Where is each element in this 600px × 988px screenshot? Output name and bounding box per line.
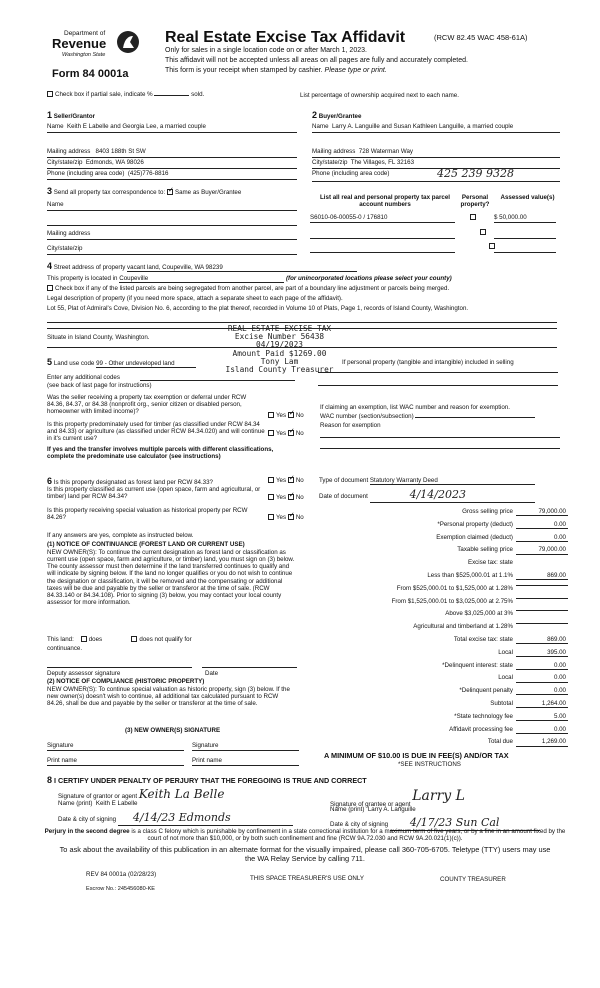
legal-description[interactable]: Lot 55, Plat of Admiral's Cove, Division No. 6, according to the plat thereof, recorded in Volume 10 of Plats, Page 1, records of Island County, Washington. [47, 305, 557, 323]
street-address-field[interactable]: vacant land, Coupeville, WA 98239 [127, 264, 357, 272]
header-line-3: This form is your receipt when stamped by cashier. Please type or print. [165, 67, 387, 74]
calc-value[interactable]: 1,269.00 [516, 738, 568, 746]
calc-row [318, 572, 568, 582]
calc-row [318, 559, 568, 569]
personal-included-line-2[interactable] [318, 381, 558, 386]
this-land-row: This land: does does not qualify for [47, 636, 192, 643]
s3-city-field[interactable]: City/state/zip [47, 245, 297, 255]
treasurer-stamp [212, 325, 347, 374]
deputy-signature-line[interactable] [47, 661, 192, 668]
calc-value[interactable] [516, 623, 568, 624]
owner-sig-1[interactable]: Signature [47, 742, 184, 751]
calc-row [318, 534, 568, 544]
calc-value[interactable]: 0.00 [516, 521, 568, 529]
calc-value[interactable]: 0.00 [516, 726, 568, 734]
calc-label: Local [498, 648, 513, 656]
timber-yes-no: Yes ✓ No [268, 430, 304, 437]
perjury-text: Perjury in the second degree is a class C felony which is punishable by confinement in a state correctional institution for a maximum term of five years, or by a fine in an amount fixed by the court of not more than $10,000, or by both such confinement and fine (RCW 9A.72.030 and RCW 9A.20.021(1)(c)). [44, 828, 566, 843]
calc-row [318, 662, 568, 672]
calc-value[interactable] [516, 610, 568, 611]
exemption-question: Was the seller receiving a property tax exemption or deferral under RCW 84.36, 84.37, or 84.38 (nonprofit org., senior citizen or disabled person, homeowner with limited income)? [47, 394, 247, 416]
header-line-1: Only for sales in a single location code on or after March 1, 2023. [165, 47, 367, 54]
located-field[interactable]: Coupeville [119, 275, 284, 283]
calc-row [318, 687, 568, 697]
located-row: This property is located in Coupeville (for unincorporated locations please select your county) [47, 275, 452, 282]
grantee-name-row: Name (print) Larry A. Languille [330, 806, 416, 813]
notice1-title: (1) NOTICE OF CONTINUANCE (FOREST LAND OR CURRENT USE) [47, 541, 245, 548]
calc-value[interactable]: 79,000.00 [516, 546, 568, 554]
seller-phone-field[interactable]: Phone (including area code) (425)776-8816 [47, 170, 297, 180]
timber-question-b: If yes and the transfer involves multiple parcels with different classifications, complete the predominate use calculator (see instructions) [47, 446, 274, 461]
calc-value[interactable]: 0.00 [516, 662, 568, 670]
doc-date-field[interactable]: 4/14/2023 [370, 489, 535, 503]
header-line-2: This affidavit will not be accepted unless all areas on all pages are fully and accurately completed. [165, 57, 468, 64]
forest-yes-checkbox[interactable] [268, 477, 274, 483]
partial-pct-field[interactable] [154, 95, 189, 96]
grantor-date-row: Date & city of signing 4/14/23 Edmonds [58, 812, 328, 826]
revenue-logo [52, 30, 147, 66]
land-use-row: 5 Land use code 99 - Other undeveloped land [47, 357, 196, 368]
calc-value[interactable] [516, 598, 568, 599]
reason-line-2[interactable] [320, 442, 560, 449]
calc-value[interactable]: 869.00 [516, 572, 568, 580]
calc-label: Less than $525,000.01 at 1.1% [427, 572, 513, 579]
current-use-no-checkbox[interactable] [288, 494, 294, 500]
segregated-row: Check box if any of the listed parcels are being segregated from another parcel, are part of a boundary line adjustment or parcels being merged. [47, 285, 577, 292]
continuance-label: continuance. [47, 645, 83, 652]
escrow-number: Escrow No.: 245456080-KE [86, 886, 156, 892]
stamp-line-4: Amount Paid $1269.00 [232, 348, 327, 358]
calc-row [318, 674, 568, 684]
calc-value[interactable] [516, 585, 568, 586]
grantee-date-row: Date & city of signing 4/17/23 Sun Cal [330, 817, 570, 831]
forest-question: 6 Is this property designated as forest land per RCW 84.33? [47, 476, 213, 486]
buyer-heading: 2 Buyer/Grantee [312, 110, 362, 120]
form-number: Form 84 0001a [52, 68, 129, 80]
legal-label: Legal description of property (if you need more space, attach a separate sheet to each page of the affidavit). [47, 295, 343, 302]
grantee-name[interactable]: Larry A. Languille [367, 806, 416, 813]
street-address-row: 4 Street address of property vacant land, Coupeville, WA 98239 [47, 261, 547, 272]
calc-row [318, 713, 568, 723]
calc-label: Total due [487, 738, 513, 746]
parcel-number[interactable]: S6010-06-00055-0 / 176810 [310, 214, 455, 223]
buyer-phone-field[interactable]: Phone (including area code) 425 239 9328 [312, 170, 560, 182]
current-use-yes-no: Yes ✓ No [268, 494, 304, 501]
calc-label: *State technology fee [454, 712, 513, 720]
grantee-signature-row: Signature of grantee or agent Larry L [330, 788, 465, 808]
calc-label: *Delinquent penalty [459, 687, 513, 695]
section3-heading: 3 Send all property tax correspondence to: ✓ Same as Buyer/Grantee [47, 186, 241, 196]
stamp-line-2: Excise Number 56438 [234, 332, 325, 342]
deputy-date-label: Date [205, 670, 219, 677]
seller-mail-field[interactable]: Mailing address 8403 188th St SW [47, 148, 297, 158]
calc-label: Above $3,025,000 at 3% [445, 610, 513, 618]
personal-checkbox-1[interactable] [470, 214, 476, 220]
claim-exemption-text: If claiming an exemption, list WAC number and reason for exemption. [320, 404, 510, 411]
exemption-yes-no: Yes ✓ No [268, 412, 304, 419]
revenue-mark-icon [116, 30, 140, 54]
calc-row [318, 610, 568, 620]
reason-line-1[interactable] [320, 431, 560, 438]
s3-name-field[interactable]: Name [47, 201, 297, 211]
owner-sig-2[interactable]: Signature [192, 742, 299, 751]
calc-value[interactable]: 0.00 [516, 687, 568, 695]
stamp-line-3: 04/19/2023 [256, 340, 303, 350]
calc-row [318, 508, 568, 518]
seller-name-field[interactable]: Name Keith E Labelle and Georgia Lee, a married couple [47, 123, 297, 133]
calc-row [318, 546, 568, 556]
additional-codes-field[interactable] [140, 374, 295, 381]
calc-value[interactable]: 869.00 [516, 636, 568, 644]
calc-row [318, 585, 568, 595]
county-treasurer: COUNTY TREASURER [440, 876, 506, 883]
page-title: Real Estate Excise Tax Affidavit [165, 29, 406, 46]
personal-included-text: If personal property (tangible and intangible) included in selling [342, 359, 514, 366]
s3-name-line2[interactable] [47, 216, 297, 226]
s3-mail-field[interactable]: Mailing address [47, 230, 297, 240]
current-use-question: Is this property classified as current use (open space, farm and agricultural, or timber) land per RCW 84.34? [47, 486, 261, 501]
partial-sale-checkbox[interactable] [47, 91, 53, 97]
doc-type-row: Type of document Statutory Warranty Deed [319, 477, 559, 485]
calc-label: *Personal property (deduct) [437, 520, 513, 528]
calc-row [318, 738, 568, 748]
land-use-field[interactable]: 99 - Other undeveloped land [96, 360, 196, 368]
grantor-name-row: Name (print) Keith E Labelle [58, 800, 138, 807]
calc-label: Subtotal [490, 700, 513, 707]
calc-label: Affidavit processing fee [449, 725, 513, 733]
segregated-checkbox[interactable] [47, 285, 53, 291]
calc-label: Agricultural and timberland at 1.28% [413, 623, 513, 631]
historic-no-checkbox[interactable] [288, 514, 294, 520]
stamp-line-5: Tony Lam [260, 356, 299, 366]
grantor-name[interactable]: Keith E Labelle [95, 800, 138, 807]
current-use-yes-checkbox[interactable] [268, 494, 274, 500]
seller-section [47, 110, 297, 180]
calc-value[interactable]: 5.00 [516, 713, 568, 721]
situate-text: Situate in Island County, Washington. [47, 334, 150, 341]
buyer-mail-field[interactable]: Mailing address 728 Waterman Way [312, 148, 560, 158]
list-pct-note: List percentage of ownership acquired next to each name. [300, 92, 459, 99]
same-as-buyer-checkbox[interactable] [167, 189, 173, 195]
buyer-section [312, 110, 560, 182]
calc-row [318, 598, 568, 608]
calc-label: Gross selling price [462, 508, 513, 515]
reason-label: Reason for exemption [320, 422, 381, 429]
parcel-header: List all real and personal property tax parcel account numbers [320, 194, 450, 209]
calc-row [318, 623, 568, 633]
notice2-title: (2) NOTICE OF COMPLIANCE (HISTORIC PROPERTY) [47, 678, 205, 685]
stamp-line-1: REAL ESTATE EXCISE TAX [227, 324, 332, 333]
owner-print-2[interactable]: Print name [192, 757, 299, 766]
personal-checkbox-2[interactable] [480, 229, 486, 235]
calc-value[interactable]: 1,264.00 [516, 700, 568, 708]
assessed-row-2[interactable] [494, 230, 556, 239]
personal-included-field[interactable] [318, 368, 558, 373]
assessed-header: Assessed value(s) [500, 194, 555, 201]
historic-yes-checkbox[interactable] [268, 514, 274, 520]
assessed-value[interactable]: $ 50,000.00 [494, 214, 556, 223]
see-back-label: (see back of last page for instructions) [47, 382, 152, 389]
rcw-ref: (RCW 82.45 WAC 458-61A) [434, 33, 528, 42]
stamp-line-6: Island County Treasurer [225, 364, 334, 374]
partial-sale-row: Check box if partial sale, indicate % sold. [47, 91, 204, 98]
calc-row [318, 700, 568, 710]
rev-number: REV 84 0001a (02/28/23) [86, 871, 157, 878]
grantee-date-field[interactable]: 4/17/23 Sun Cal [390, 817, 540, 831]
buyer-phone-handwritten: 425 239 9328 [437, 167, 514, 181]
owner-print-1[interactable]: Print name [47, 757, 184, 766]
additional-codes-label: Enter any additional codes [47, 374, 120, 381]
wac-row: WAC number (section/subsection) [320, 413, 560, 420]
revenue-wordmark: Revenue [52, 36, 107, 51]
timber-yes-checkbox[interactable] [268, 430, 274, 436]
buyer-name-field[interactable]: Name Larry A. Languille and Susan Kathleen Languille, a married couple [312, 123, 560, 133]
calc-value[interactable]: 395.00 [516, 649, 568, 657]
historic-yes-no: Yes ✓ No [268, 514, 304, 521]
forest-no-checkbox[interactable] [288, 477, 294, 483]
grantee-signature[interactable]: Larry L [412, 788, 465, 804]
calc-label: Total excise tax: state [453, 636, 513, 643]
seller-heading: 1 Seller/Grantor [47, 110, 96, 120]
calc-row [318, 726, 568, 736]
see-instructions: *SEE INSTRUCTIONS [398, 761, 461, 768]
does-checkbox[interactable] [81, 636, 87, 642]
assessed-row-3[interactable] [494, 244, 556, 253]
treasurer-space: THIS SPACE TREASURER'S USE ONLY [250, 875, 364, 882]
grantor-signature[interactable]: Keith La Belle [138, 787, 225, 801]
calc-label: Local [498, 674, 513, 682]
wac-field[interactable] [415, 417, 535, 418]
exemption-no-checkbox[interactable] [288, 412, 294, 418]
historic-question: Is this property receiving special valuation as historical property per RCW 84.26? [47, 507, 248, 522]
calc-row [318, 649, 568, 659]
notice2-text: NEW OWNER(S): To continue special valuation as historic property, sign (3) below. If the new owner(s) doesn't wish to continue, all additional tax calculated pursuant to RCW 84.26, shall be due and payable by the seller or transferor at the time of sale. [47, 686, 290, 708]
minimum-due-text: A MINIMUM OF $10.00 IS DUE IN FEE(S) AND/OR TAX [324, 751, 509, 760]
any-yes-text: If any answers are yes, complete as instructed below. [47, 532, 194, 539]
does-not-checkbox[interactable] [131, 636, 137, 642]
calc-label: Exemption claimed (deduct) [436, 533, 513, 541]
grantor-date-field[interactable]: 4/14/23 Edmonds [118, 812, 293, 826]
notice3-title: (3) NEW OWNER(S) SIGNATURE [125, 727, 221, 734]
calc-label: From $525,000.01 to $1,525,000 at 1.28% [396, 584, 513, 592]
deputy-label: Deputy assessor signature [47, 670, 121, 677]
doc-type-field[interactable]: Statutory Warranty Deed [370, 477, 535, 485]
calc-label: *Delinquent interest: state [442, 661, 513, 669]
parcel-row-2[interactable] [310, 230, 455, 239]
calc-label: Excise tax: state [467, 559, 513, 567]
parcel-row-3[interactable] [310, 244, 455, 253]
timber-no-checkbox[interactable] [288, 430, 294, 436]
calc-value[interactable]: 0.00 [516, 534, 568, 542]
notice1-text: NEW OWNER(S): To continue the current designation as forest land or classification as current use (open space, farm and agriculture, or timber) land, you must sign on (3) below. The county assessor must then determine if the land transferred continues to qualify and will indicate by signing below. If the land no longer qualifies or you do not wish to continue the designation or classification, it will be removed and the compensating or additional taxes will be due and payable by the seller or transferor at the time of sale. (RCW 84.33.140 or 84.34.108). Prior to signing (3) below, you may contact your local county assessor for more information. [47, 549, 295, 606]
exemption-yes-checkbox[interactable] [268, 412, 274, 418]
seller-city-field[interactable]: City/state/zip Edmonds, WA 98026 [47, 159, 297, 169]
calc-label: Taxable selling price [457, 546, 513, 554]
calc-row [318, 636, 568, 646]
availability-text: To ask about the availability of this publication in an alternate format for the visually impaired, please call 360-705-6705. Teletype (TTY) users may use the WA Relay Service by calling 711. [59, 845, 551, 863]
certify-heading: 8 I CERTIFY UNDER PENALTY OF PERJURY THAT THE FOREGOING IS TRUE AND CORRECT [47, 775, 367, 785]
grantor-signature-row: Signature of grantor or agent Keith La Belle [58, 787, 225, 801]
timber-question: Is this property predominately used for timber (as classified under RCW 84.34 and 84.33) or agriculture (as classified under RCW 84.34.020) and will continue in it's current use? [47, 421, 265, 443]
calc-value[interactable]: 0.00 [516, 674, 568, 682]
calc-value[interactable]: 79,000.00 [516, 508, 568, 516]
buyer-city-field[interactable]: City/state/zip The Villages, FL 32163 [312, 159, 560, 169]
deputy-date-line[interactable] [202, 661, 297, 668]
doc-date-row: Date of document 4/14/2023 [319, 489, 559, 503]
personal-header: Personal property? [460, 194, 490, 209]
state-label: Washington State [62, 52, 106, 58]
forest-yes-no: Yes ✓ No [268, 477, 304, 484]
calc-label: From $1,525,000.01 to $3,025,000 at 2.75% [391, 597, 513, 605]
calc-row [318, 521, 568, 531]
dept-label: Department of [64, 30, 106, 37]
